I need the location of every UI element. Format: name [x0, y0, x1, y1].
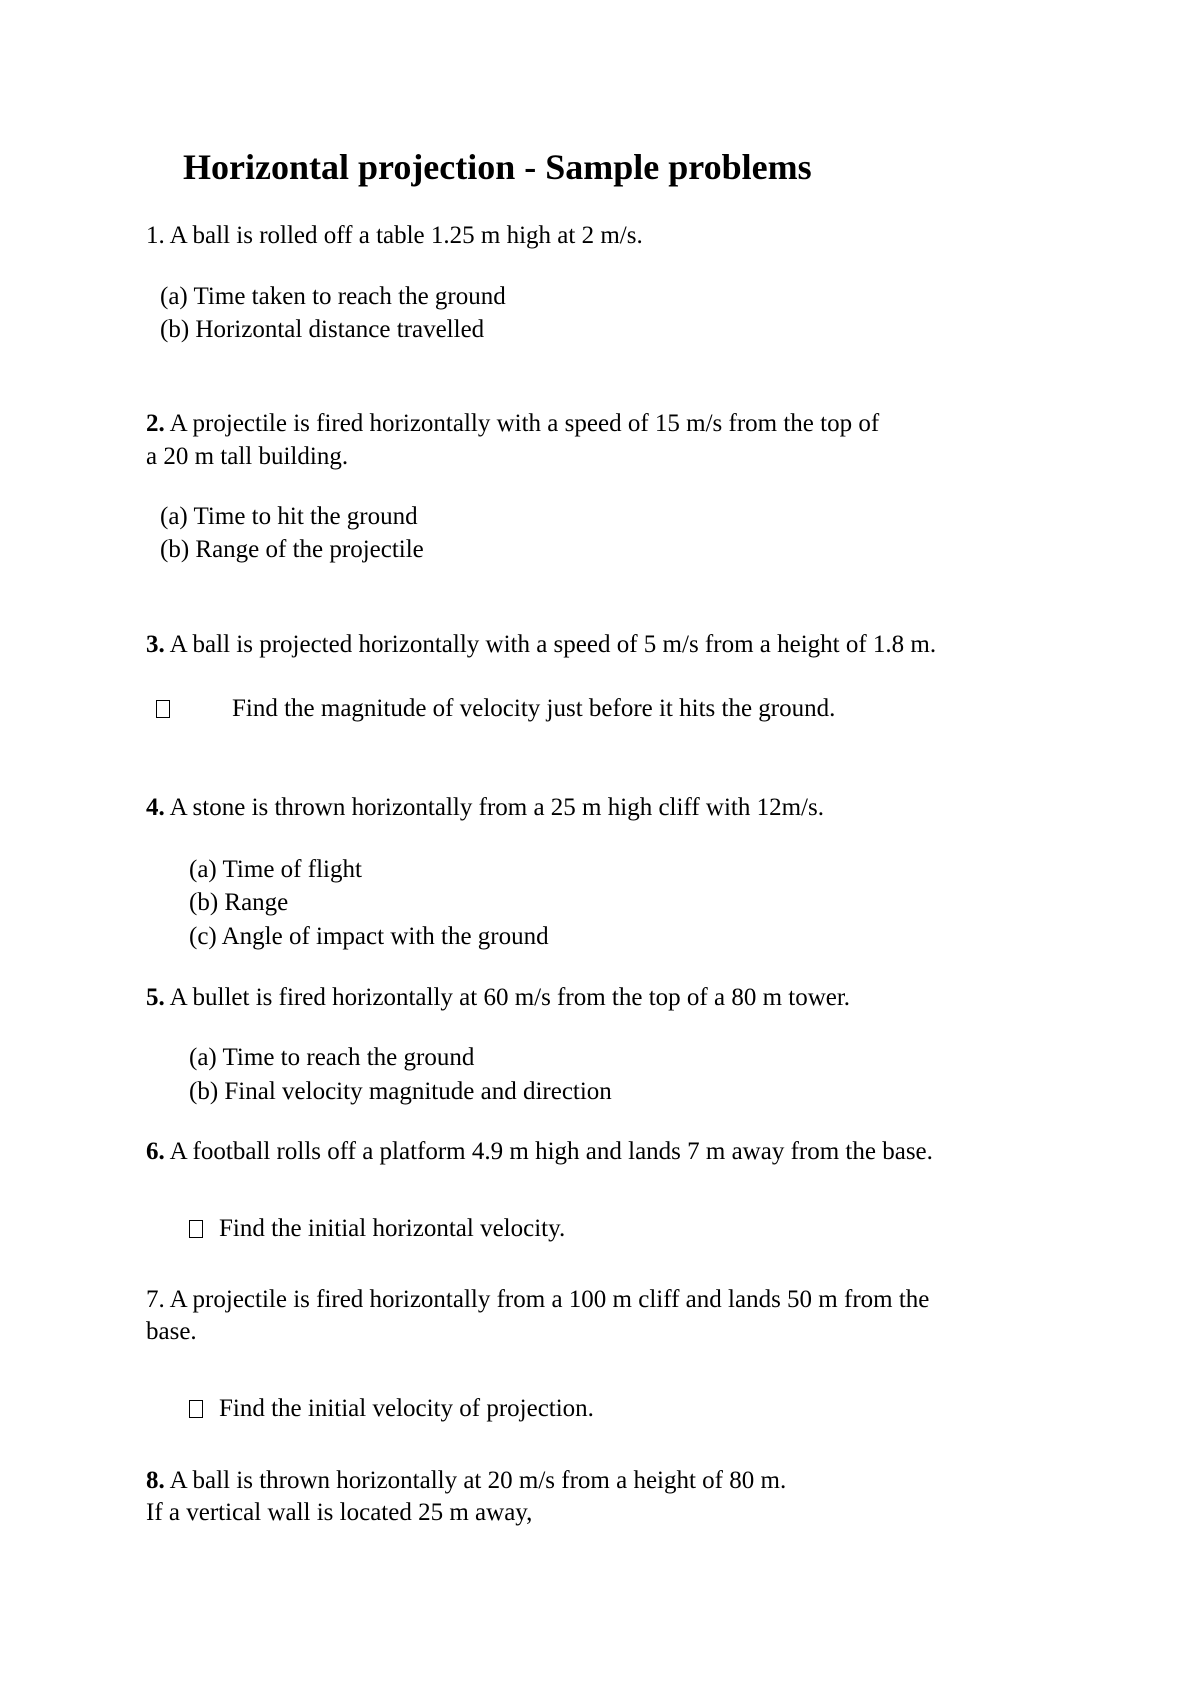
- problem-1-part-a: (a) Time taken to reach the ground: [160, 283, 506, 310]
- problem-5-number: 5.: [146, 984, 165, 1011]
- problem-3-stem: [146, 630, 936, 660]
- problem-8-number: 8.: [146, 1467, 165, 1494]
- problem-2-text: A projectile is fired horizontally with a speed of 15 m/s from the top of: [164, 410, 880, 437]
- problem-6-bullet-icon: [189, 1214, 203, 1244]
- problem-5-stem: [146, 983, 850, 1013]
- problem-7-number: 7.: [146, 1286, 165, 1313]
- problem-8-text-line2: If a vertical wall is located 25 m away,: [146, 1499, 533, 1526]
- problem-1-stem: [146, 221, 643, 251]
- problem-4-number: 4.: [146, 794, 165, 821]
- problem-2-stem: [146, 409, 879, 439]
- problem-1-number: 1.: [146, 222, 165, 249]
- problem-1-part-b: (b) Horizontal distance travelled: [160, 316, 485, 343]
- problem-5-part-b: (b) Final velocity magnitude and direction: [189, 1078, 612, 1105]
- problem-1-text: A ball is rolled off a table 1.25 m high at 2 m/s.: [164, 222, 643, 249]
- problem-4-part-a: (a) Time of flight: [189, 856, 362, 883]
- page-title: Horizontal projection - Sample problems: [183, 147, 812, 187]
- problem-3-text: A ball is projected horizontally with a speed of 5 m/s from a height of 1.8 m.: [164, 631, 937, 658]
- problem-2-part-b: (b) Range of the projectile: [160, 536, 424, 563]
- problem-4-part-c: (c) Angle of impact with the ground: [189, 923, 549, 950]
- problem-7-text: A projectile is fired horizontally from a 100 m cliff and lands 50 m from the: [164, 1286, 930, 1313]
- problem-3-number: 3.: [146, 631, 165, 658]
- problem-5-text: A bullet is fired horizontally at 60 m/s from the top of a 80 m tower.: [164, 984, 851, 1011]
- problem-8-text: A ball is thrown horizontally at 20 m/s from a height of 80 m.: [164, 1467, 787, 1494]
- problem-7-task: Find the initial velocity of projection.: [219, 1395, 594, 1422]
- problem-5-part-a: (a) Time to reach the ground: [189, 1044, 475, 1071]
- problem-6-stem: [146, 1137, 933, 1167]
- problem-2-number: 2.: [146, 410, 165, 437]
- problem-2-part-a: (a) Time to hit the ground: [160, 503, 418, 530]
- problem-4-text: A stone is thrown horizontally from a 25 m high cliff with 12m/s.: [164, 794, 824, 821]
- problem-8-stem: [146, 1466, 786, 1496]
- problem-6-task: Find the initial horizontal velocity.: [219, 1215, 566, 1242]
- problem-7-stem: [146, 1285, 929, 1315]
- problem-6-number: 6.: [146, 1138, 165, 1165]
- problem-3-task: Find the magnitude of velocity just before it hits the ground.: [232, 695, 836, 722]
- problem-4-part-b: (b) Range: [189, 889, 289, 916]
- problem-3-bullet-icon: [156, 694, 170, 724]
- problem-2-text-line2: a 20 m tall building.: [146, 443, 349, 470]
- problem-6-text: A football rolls off a platform 4.9 m high and lands 7 m away from the base.: [164, 1138, 933, 1165]
- problem-7-bullet-icon: [189, 1394, 203, 1424]
- problem-7-text-line2: base.: [146, 1318, 197, 1345]
- problem-4-stem: [146, 793, 824, 823]
